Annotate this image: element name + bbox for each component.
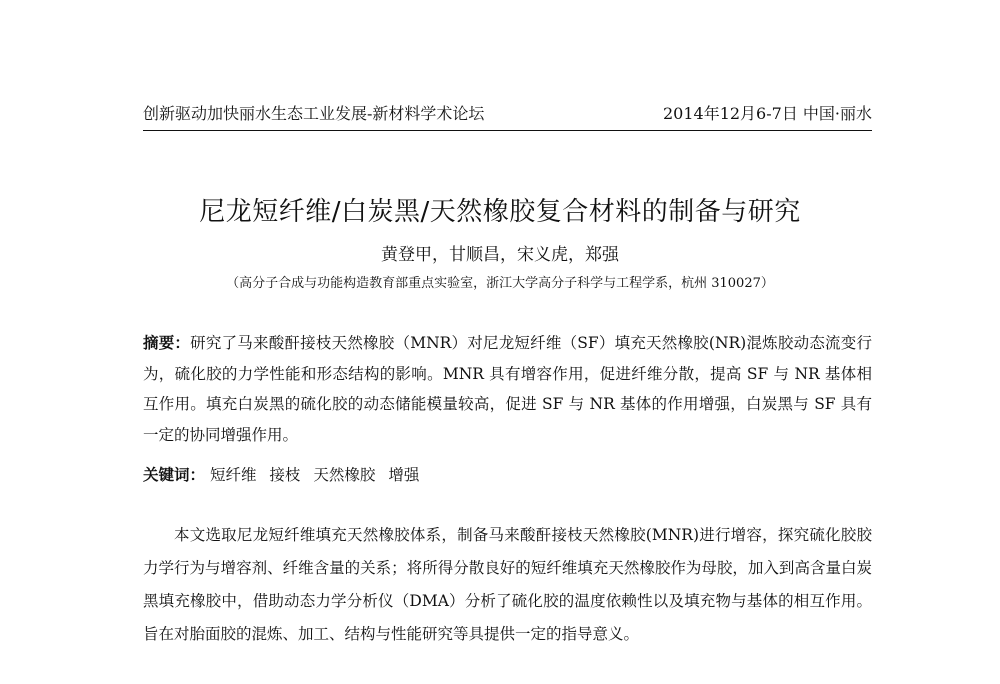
- conference-date-place: 2014年12月6-7日 中国·丽水: [662, 104, 872, 123]
- header-rule: [143, 130, 872, 131]
- author-list: 黄登甲，甘顺昌，宋义虎，郑强: [381, 245, 619, 265]
- running-header: [143, 103, 872, 125]
- affiliation: （高分子合成与功能构造教育部重点实验室，浙江大学高分子科学与工程学系，杭州 310027）: [226, 276, 774, 291]
- keyword: 增强: [388, 466, 420, 484]
- keyword: 接枝: [269, 466, 301, 484]
- abstract-text: 研究了马来酸酐接枝天然橡胶（MNR）对尼龙短纤维（SF）填充天然橡胶(NR)混炼胶动态流变行为，硫化胶的力学性能和形态结构的影响。MNR 具有增容作用，促进纤维分散，提高 SF 与 NR 基体相互作用。填充白炭黑的硫化胶的动态储能模量较高，促进 SF 与 NR 基体的作用增强，白炭黑与 SF 具有一定的协同增强作用。: [143, 334, 872, 444]
- abstract: [143, 328, 872, 450]
- abstract-label: 摘要：: [143, 334, 191, 352]
- paper-title: 尼龙短纤维/白炭黑/天然橡胶复合材料的制备与研究: [199, 197, 801, 227]
- keyword: 短纤维: [209, 466, 257, 484]
- conference-name: 创新驱动加快丽水生态工业发展-新材料学术论坛: [143, 104, 485, 123]
- keywords: [143, 460, 872, 490]
- body-paragraph: 本文选取尼龙短纤维填充天然橡胶体系，制备马来酸酐接枝天然橡胶(MNR)进行增容，探究硫化胶胶力学行为与增容剂、纤维含量的关系；将所得分散良好的短纤维填充天然橡胶作为母胶，加入到高含量白炭黑填充橡胶中，借助动态力学分析仪（DMA）分析了硫化胶的温度依赖性以及填充物与基体的相互作用。旨在对胎面胶的混炼、加工、结构与性能研究等具提供一定的指导意义。: [143, 526, 872, 643]
- keyword: 天然橡胶: [313, 466, 376, 484]
- keywords-label: 关键词：: [143, 466, 206, 484]
